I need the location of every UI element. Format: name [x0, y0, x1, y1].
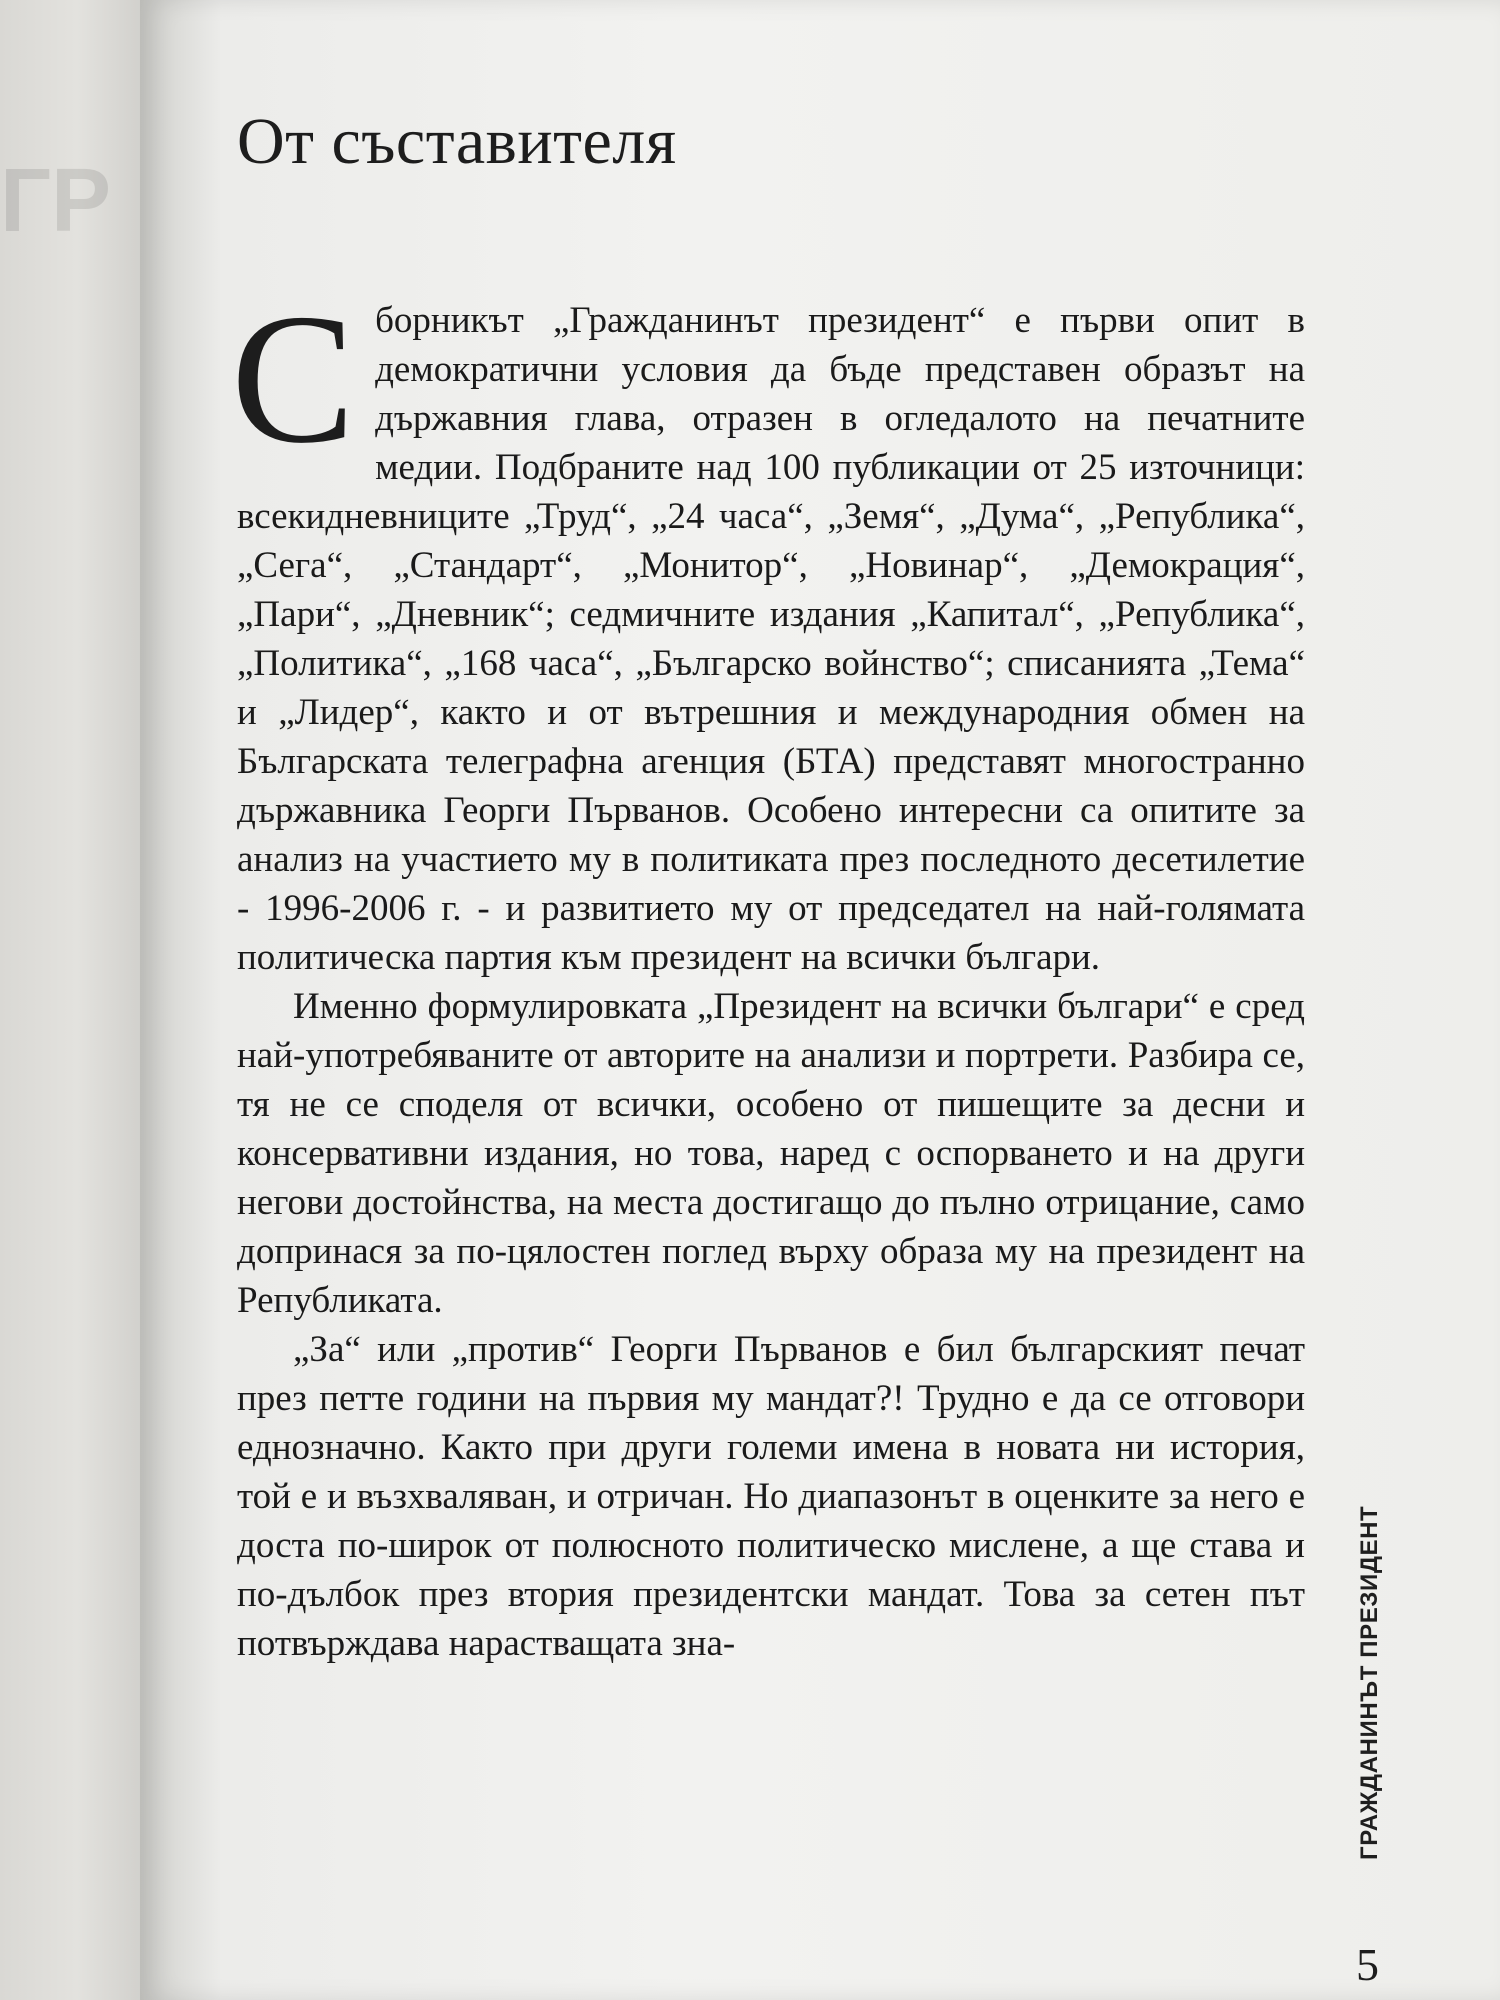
page-number: 5	[1356, 1939, 1379, 1990]
paragraph-3: „За“ или „против“ Георги Първанов е бил българският печат през петте години на първия му мандат?! Трудно е да се отговори еднозначно. Както при други големи имена в новата ни история, той е и възхваляван, и отричан. Но диапазонът в оценките за него е доста по-широк от полюсното политическо мислене, а ще става и по-дълбок през втория президентски мандат. Това за сетен път потвърждава нарастващата зна-	[237, 1329, 1305, 1664]
page-title: От съставителя	[237, 105, 677, 178]
paragraph-1-text: борникът „Гражданинът президент“ е първи опит в демократични условия да бъде представен образът на държавния глава, отразен в огледалото на печатните медии. Подбраните над 100 публикации от 25 източници: всекидневниците „Труд“, „24 часа“, „Земя“, „Дума“, „Република“, „Сега“, „Стандарт“, „Монитор“, „Новинар“, „Демокрация“, „Пари“, „Дневник“; седмичните издания „Капитал“, „Република“, „Политика“, „168 часа“, „Българско войнство“; списанията „Тема“ и „Лидер“, както и от вътрешния и международния обмен на Българската телеграфна агенция (БТА) представят многостранно държавника Георги Първанов. Особено интересни са опитите за анализ на участието му в политиката през последното десетилетие - 1996-2006 г. - и развитието му от председател на най-голямата политическа партия към президент на всички българи.	[237, 300, 1305, 978]
paragraph-1	[231, 276, 1305, 982]
running-head: ГРАЖДАНИНЪТ ПРЕЗИДЕНТ	[1356, 1505, 1383, 1860]
facing-page-bleed-through: ГР	[0, 151, 112, 251]
drop-cap: С	[231, 276, 356, 482]
facing-page-edge	[0, 0, 140, 2000]
body-text	[231, 276, 1305, 1668]
paragraph-2: Именно формулировката „Президент на всички българи“ е сред най-употребяваните от авторите на анализи и портрети. Разбира се, тя не се споделя от всички, особено от пишещите за десни и консервативни издания, но това, наред с оспорването и на други негови достойнства, на места достигащо до пълно отрицание, само допринася за по-цялостен поглед върху образа му на президент на Републиката.	[237, 986, 1305, 1321]
